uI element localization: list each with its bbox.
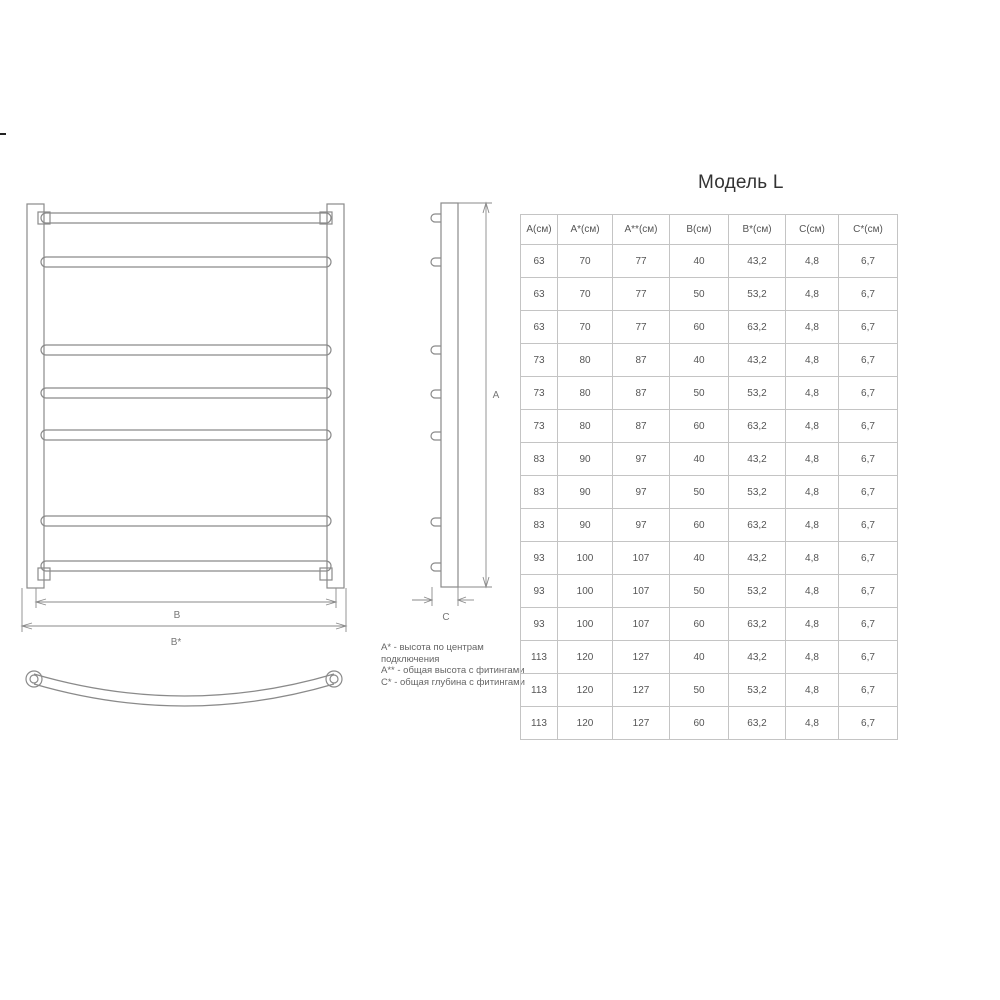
table-cell: 50 (670, 575, 729, 608)
table-cell: 77 (613, 278, 670, 311)
table-cell: 6,7 (839, 674, 898, 707)
dimension-c-label: C (442, 612, 450, 623)
dimension-b (36, 588, 336, 608)
right-bottom-cap (320, 568, 332, 580)
column-header: A*(см) (558, 215, 613, 245)
table-cell: 4,8 (786, 278, 839, 311)
table-cell: 63 (521, 278, 558, 311)
table-row (521, 575, 898, 608)
table-cell: 40 (670, 542, 729, 575)
table-cell: 6,7 (839, 344, 898, 377)
rungs (41, 213, 331, 571)
table-row (521, 476, 898, 509)
dimension-c (412, 587, 474, 606)
table-cell: 6,7 (839, 608, 898, 641)
dimension-notes (381, 642, 531, 688)
table-cell: 4,8 (786, 608, 839, 641)
table-cell: 127 (613, 641, 670, 674)
table-cell: 60 (670, 311, 729, 344)
table-row (521, 410, 898, 443)
table-cell: 83 (521, 509, 558, 542)
table-cell: 53,2 (729, 278, 786, 311)
side-rung-stubs (431, 214, 441, 571)
dimension-b-star-label: B* (170, 637, 182, 648)
table-cell: 63,2 (729, 608, 786, 641)
table-cell: 97 (613, 443, 670, 476)
table-cell: 127 (613, 707, 670, 740)
table-cell: 63 (521, 311, 558, 344)
table-cell: 73 (521, 410, 558, 443)
table-cell: 6,7 (839, 410, 898, 443)
table-cell: 70 (558, 311, 613, 344)
rung (41, 430, 331, 440)
table-cell: 97 (613, 476, 670, 509)
table-cell: 87 (613, 377, 670, 410)
table-cell: 80 (558, 410, 613, 443)
table-cell: 97 (613, 509, 670, 542)
table-cell: 63,2 (729, 311, 786, 344)
table-cell: 60 (670, 608, 729, 641)
table-cell: 87 (613, 410, 670, 443)
table-cell: 6,7 (839, 245, 898, 278)
note-a-double-star: A** - общая высота с фитингами (381, 665, 525, 677)
table-cell: 4,8 (786, 575, 839, 608)
table-cell: 90 (558, 443, 613, 476)
table-cell: 120 (558, 674, 613, 707)
table-row (521, 509, 898, 542)
table-cell: 40 (670, 344, 729, 377)
table-cell: 60 (670, 509, 729, 542)
column-header: B*(см) (729, 215, 786, 245)
column-header: C*(см) (839, 215, 898, 245)
table-cell: 87 (613, 344, 670, 377)
table-row (521, 278, 898, 311)
rung (41, 561, 331, 571)
table-cell: 77 (613, 245, 670, 278)
rung (41, 388, 331, 398)
table-cell: 90 (558, 509, 613, 542)
table-cell: 73 (521, 377, 558, 410)
table-cell: 53,2 (729, 674, 786, 707)
table-cell: 6,7 (839, 278, 898, 311)
table-cell: 4,8 (786, 311, 839, 344)
right-top-cap (320, 212, 332, 224)
top-view (26, 671, 342, 706)
table-cell: 4,8 (786, 410, 839, 443)
dimension-a (458, 203, 492, 587)
table-row (521, 542, 898, 575)
table-cell: 80 (558, 344, 613, 377)
table-cell: 107 (613, 542, 670, 575)
table-cell: 63 (521, 245, 558, 278)
rung (41, 213, 331, 223)
table-cell: 93 (521, 575, 558, 608)
table-cell: 127 (613, 674, 670, 707)
table-cell: 43,2 (729, 443, 786, 476)
table-cell: 100 (558, 608, 613, 641)
table-body (521, 245, 898, 740)
table-row (521, 674, 898, 707)
table-cell: 43,2 (729, 344, 786, 377)
table-cell: 60 (670, 410, 729, 443)
table-cell: 43,2 (729, 641, 786, 674)
table-cell: 4,8 (786, 476, 839, 509)
table-cell: 50 (670, 476, 729, 509)
table-cell: 80 (558, 377, 613, 410)
rung (41, 257, 331, 267)
table-cell: 113 (521, 674, 558, 707)
table-cell: 6,7 (839, 509, 898, 542)
table-cell: 63,2 (729, 707, 786, 740)
table-cell: 83 (521, 443, 558, 476)
table-cell: 107 (613, 575, 670, 608)
model-title: Модель L (698, 172, 784, 193)
table-cell: 6,7 (839, 443, 898, 476)
table-cell: 6,7 (839, 542, 898, 575)
table-cell: 6,7 (839, 575, 898, 608)
column-header: A(см) (521, 215, 558, 245)
column-header: A**(см) (613, 215, 670, 245)
table-cell: 77 (613, 311, 670, 344)
table-cell: 70 (558, 245, 613, 278)
table-cell: 4,8 (786, 377, 839, 410)
table-cell: 53,2 (729, 377, 786, 410)
table-row (521, 377, 898, 410)
table-cell: 4,8 (786, 674, 839, 707)
table-cell: 53,2 (729, 476, 786, 509)
table-cell: 53,2 (729, 575, 786, 608)
table-header-row (521, 215, 898, 245)
table-row (521, 707, 898, 740)
note-c-star: C* - общая глубина с фитингами (381, 676, 525, 688)
table-cell: 4,8 (786, 344, 839, 377)
table-cell: 83 (521, 476, 558, 509)
table-cell: 4,8 (786, 509, 839, 542)
table-cell: 4,8 (786, 443, 839, 476)
table-cell: 60 (670, 707, 729, 740)
table-cell: 40 (670, 443, 729, 476)
table-cell: 4,8 (786, 542, 839, 575)
table-cell: 120 (558, 707, 613, 740)
table-cell: 107 (613, 608, 670, 641)
table-cell: 63,2 (729, 410, 786, 443)
table-cell: 93 (521, 608, 558, 641)
table-cell: 6,7 (839, 707, 898, 740)
table-cell: 50 (670, 278, 729, 311)
table-cell: 43,2 (729, 542, 786, 575)
table-cell: 113 (521, 707, 558, 740)
table-cell: 93 (521, 542, 558, 575)
column-header: C(см) (786, 215, 839, 245)
table-cell: 4,8 (786, 641, 839, 674)
side-view (412, 203, 492, 606)
table-cell: 100 (558, 575, 613, 608)
table-cell: 4,8 (786, 245, 839, 278)
table-cell: 40 (670, 245, 729, 278)
table-row (521, 641, 898, 674)
table-cell: 6,7 (839, 476, 898, 509)
table-cell: 73 (521, 344, 558, 377)
table-cell: 4,8 (786, 707, 839, 740)
table-cell: 6,7 (839, 311, 898, 344)
table-cell: 6,7 (839, 377, 898, 410)
table-row (521, 311, 898, 344)
dimensions-table (520, 214, 898, 740)
table-cell: 100 (558, 542, 613, 575)
dimension-a-label: A (492, 390, 500, 401)
dimension-b-label: B (173, 610, 181, 621)
side-upright (441, 203, 458, 587)
table-cell: 50 (670, 377, 729, 410)
table-cell: 120 (558, 641, 613, 674)
table-cell: 90 (558, 476, 613, 509)
front-view (22, 204, 346, 706)
table-cell: 43,2 (729, 245, 786, 278)
table-row (521, 344, 898, 377)
table-row (521, 608, 898, 641)
dimension-b-star (22, 588, 346, 632)
table-cell: 50 (670, 674, 729, 707)
column-header: B(см) (670, 215, 729, 245)
table-cell: 70 (558, 278, 613, 311)
table-row (521, 245, 898, 278)
rung (41, 516, 331, 526)
rung (41, 345, 331, 355)
table-cell: 63,2 (729, 509, 786, 542)
note-a-star: A* - высота по центрам подключения (381, 642, 484, 665)
table-row (521, 443, 898, 476)
table-cell: 40 (670, 641, 729, 674)
table-cell: 113 (521, 641, 558, 674)
table-cell: 6,7 (839, 641, 898, 674)
